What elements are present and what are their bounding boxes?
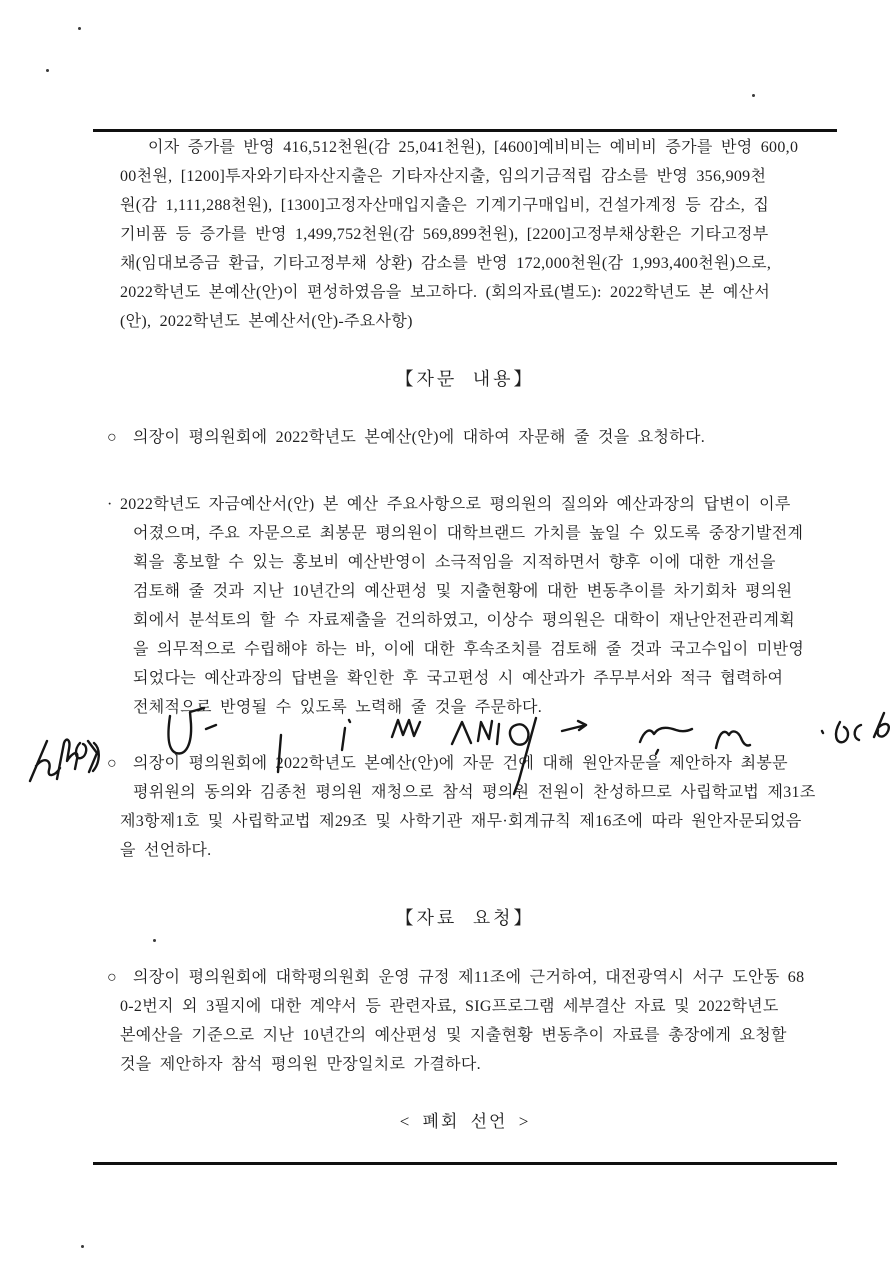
scan-speck xyxy=(81,1245,84,1248)
pen-mark xyxy=(562,721,586,731)
section-title-consultation: 【자문 내용】 xyxy=(395,369,535,389)
closing-declaration: < 폐회 선언 > xyxy=(399,1112,531,1131)
pen-mark xyxy=(836,722,848,742)
pen-mark xyxy=(874,713,889,737)
pen-mark xyxy=(342,720,350,750)
text-line: 획을 홍보할 수 있는 홍보비 예산반영이 소극적임을 지적하면서 향후 이에 대한 개선을 xyxy=(133,554,776,571)
scan-speck xyxy=(78,27,81,30)
text-line: 되었다는 예산과장의 답변을 확인한 후 국고편성 시 예산과가 주무부서와 적극 협력하여 xyxy=(133,670,784,687)
text-line: (안), 2022학년도 본예산서(안)-주요사항) xyxy=(120,313,413,330)
data-request-paragraph xyxy=(107,963,804,1079)
discussion-paragraph xyxy=(107,490,804,722)
pen-mark xyxy=(452,722,471,744)
bottom-rule xyxy=(93,1162,837,1165)
circle-bullet: ○ xyxy=(107,969,117,986)
text-line: 기비품 등 증가를 반영 1,499,752천원(감 569,899천원), [2200]고정부채상환은 기타고정부 xyxy=(120,226,769,243)
text-line: 의장이 평의원회에 2022학년도 본예산(안)에 자문 건에 대해 원안자문을 제안하자 최봉문 xyxy=(133,755,788,772)
text-line: 것을 제안하자 참석 평의원 만장일치로 가결하다. xyxy=(120,1056,481,1073)
circle-bullet: ○ xyxy=(107,755,117,772)
text-line: 의장이 평의원회에 2022학년도 본예산(안)에 대하여 자문해 줄 것을 요청하다. xyxy=(133,429,706,446)
consultation-request-paragraph xyxy=(107,423,705,452)
pen-mark xyxy=(478,721,492,741)
section-title-data-request: 【자료 요청】 xyxy=(395,908,535,928)
scan-speck xyxy=(153,939,156,942)
text-line: 채(임대보증금 환급, 기타고정부채 상환) 감소를 반영 172,000천원(감 1,993,400천원)으로, xyxy=(120,255,772,272)
text-line: 을 선언하다. xyxy=(120,842,212,859)
budget-report-paragraph xyxy=(120,133,798,336)
text-line: 을 의무적으로 수립해야 하는 바, 이에 대한 후속조치를 검토해 줄 것과 국고수입이 미반영 xyxy=(133,641,805,658)
resolution-paragraph xyxy=(107,749,816,865)
text-line: 전체적으로 반영될 수 있도록 노력해 줄 것을 주문하다. xyxy=(133,699,543,716)
text-line: 회에서 분석토의 할 수 자료제출을 건의하였고, 이상수 평의원은 대학이 재난안전관리계획 xyxy=(133,612,795,629)
pen-mark xyxy=(497,724,499,744)
text-line: 제3항제1호 및 사립학교법 제29조 및 사학기관 재무·회계규칙 제16조에 따라 원안자문되었음 xyxy=(120,813,802,830)
text-line: 2022학년도 본예산(안)이 편성하였음을 보고하다. (회의자료(별도): 2022학년도 본 예산서 xyxy=(120,284,771,301)
text-line: 2022학년도 자금예산서(안) 본 예산 주요사항으로 평의원의 질의와 예산과장의 답변이 이루 xyxy=(120,496,791,513)
text-line: 00천원, [1200]투자와기타자산지출은 기타자산지출, 임의기금적립 감소를 반영 356,909천 xyxy=(120,168,767,185)
pen-mark xyxy=(716,731,750,748)
text-line: 검토해 줄 것과 지난 10년간의 예산편성 및 지출현황에 대한 변동추이를 차기회차 평의원 xyxy=(133,583,793,600)
text-line: 평위원의 동의와 김종천 평의원 재청으로 참석 평의원 전원이 찬성하므로 사립학교법 제31조 xyxy=(133,784,816,801)
text-line: 어졌으며, 주요 자문으로 최봉문 평의원이 대학브랜드 가치를 높일 수 있도록 중장기발전계 xyxy=(133,525,804,542)
pen-mark xyxy=(855,725,861,740)
scan-speck xyxy=(46,69,49,72)
scan-speck xyxy=(752,94,755,97)
text-line: 원(감 1,111,288천원), [1300]고정자산매입지출은 기계기구매입비, 건설가계정 등 감소, 집 xyxy=(120,197,770,214)
pen-mark xyxy=(822,731,823,733)
circle-bullet: ○ xyxy=(107,429,117,446)
top-rule xyxy=(93,129,837,132)
text-line: 0-2번지 외 3필지에 대한 계약서 등 관련자료, SIG프로그램 세부결산 자료 및 2022학년도 xyxy=(120,998,779,1015)
pen-mark xyxy=(510,724,528,744)
signature-scribble xyxy=(30,740,99,781)
text-line: 의장이 평의원회에 대학평의원회 운영 규정 제11조에 근거하여, 대전광역시 서구 도안동 68 xyxy=(133,969,805,986)
text-line: 본예산을 기준으로 지난 10년간의 예산편성 및 지출현황 변동추이 자료를 총장에게 요청할 xyxy=(120,1027,787,1044)
pen-mark xyxy=(168,708,204,753)
dot-bullet: · xyxy=(107,496,113,513)
text-line: 이자 증가를 반영 416,512천원(감 25,041천원), [4600]예비비는 예비비 증가를 반영 600,0 xyxy=(148,139,799,156)
pen-mark xyxy=(206,725,216,729)
pen-mark xyxy=(392,720,420,737)
pen-mark xyxy=(640,728,692,742)
